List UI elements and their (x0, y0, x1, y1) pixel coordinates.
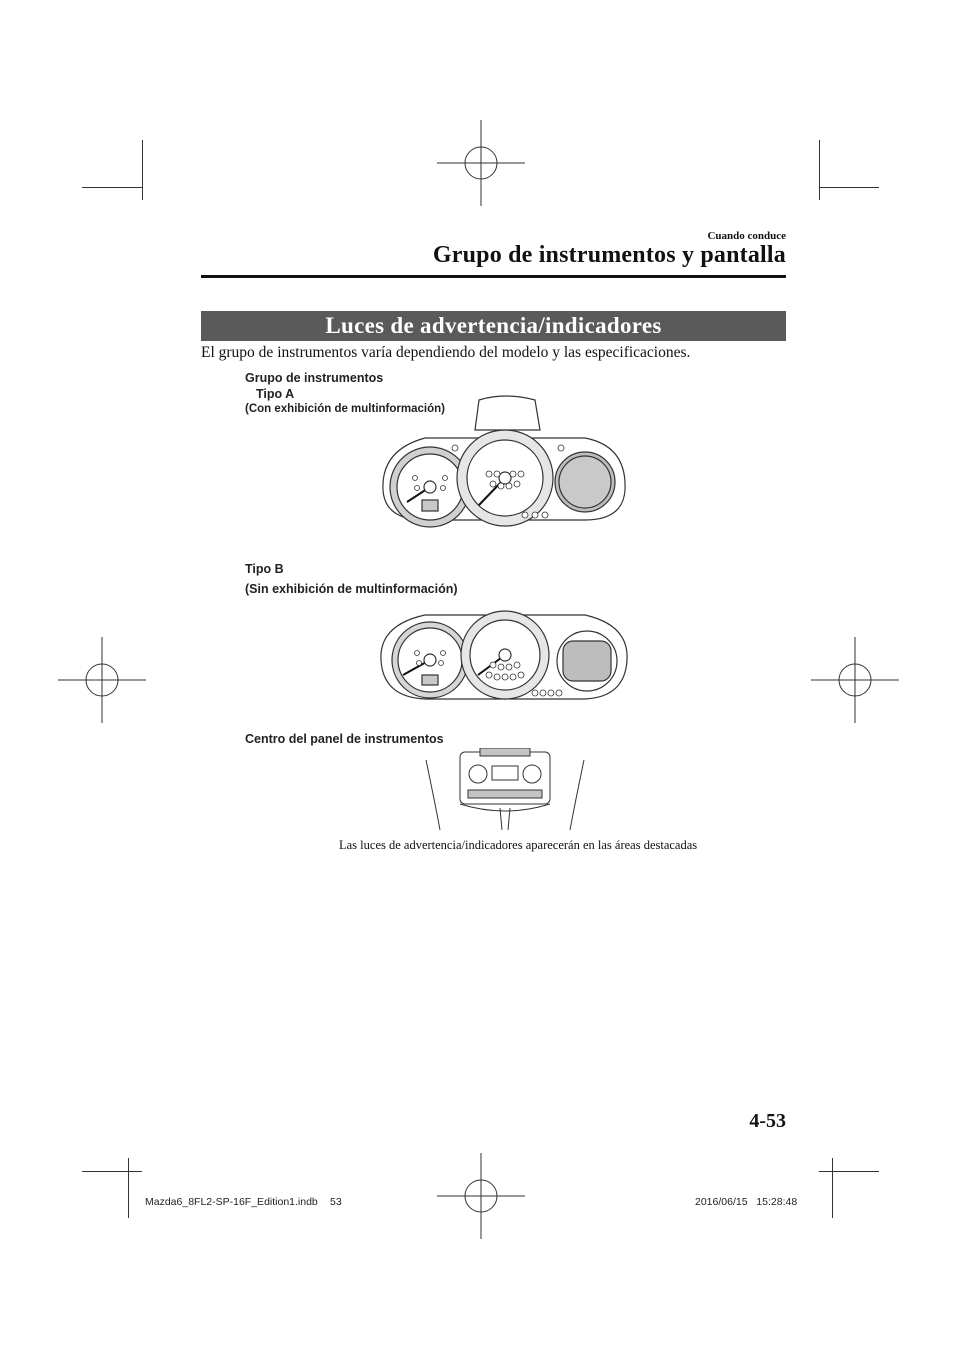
figure-caption: Las luces de advertencia/indicadores aparecerán en las áreas destacadas (339, 838, 698, 852)
intro-paragraph: El grupo de instrumentos varía dependiendo del modelo y las especificaciones. (201, 344, 691, 361)
figure-group-label: Grupo de instrumentos (245, 371, 384, 385)
type-a-label: Tipo A (256, 387, 295, 401)
center-panel-label: Centro del panel de instrumentos (245, 732, 444, 746)
type-a-sublabel: (Con exhibición de multinformación) (245, 403, 445, 415)
footer-timestamp: 2016/06/15 15:28:48 (695, 1196, 798, 1208)
center-panel-illustration (420, 748, 590, 833)
type-b-sublabel: (Sin exhibición de multinformación) (245, 582, 458, 596)
cluster-type-a-illustration (375, 390, 635, 535)
footer-file: Mazda6_8FL2-SP-16F_Edition1.indb (145, 1196, 318, 1208)
cluster-type-b-illustration (375, 605, 635, 710)
section-kicker: Cuando conduce (707, 230, 786, 242)
page-number: 4-53 (749, 1110, 786, 1132)
chapter-title: Grupo de instrumentos y pantalla (432, 242, 786, 268)
header-rule (201, 275, 786, 278)
section-banner: Luces de advertencia/indicadores (201, 311, 786, 341)
type-b-label: Tipo B (245, 562, 284, 576)
footer-page: 53 (330, 1196, 342, 1208)
